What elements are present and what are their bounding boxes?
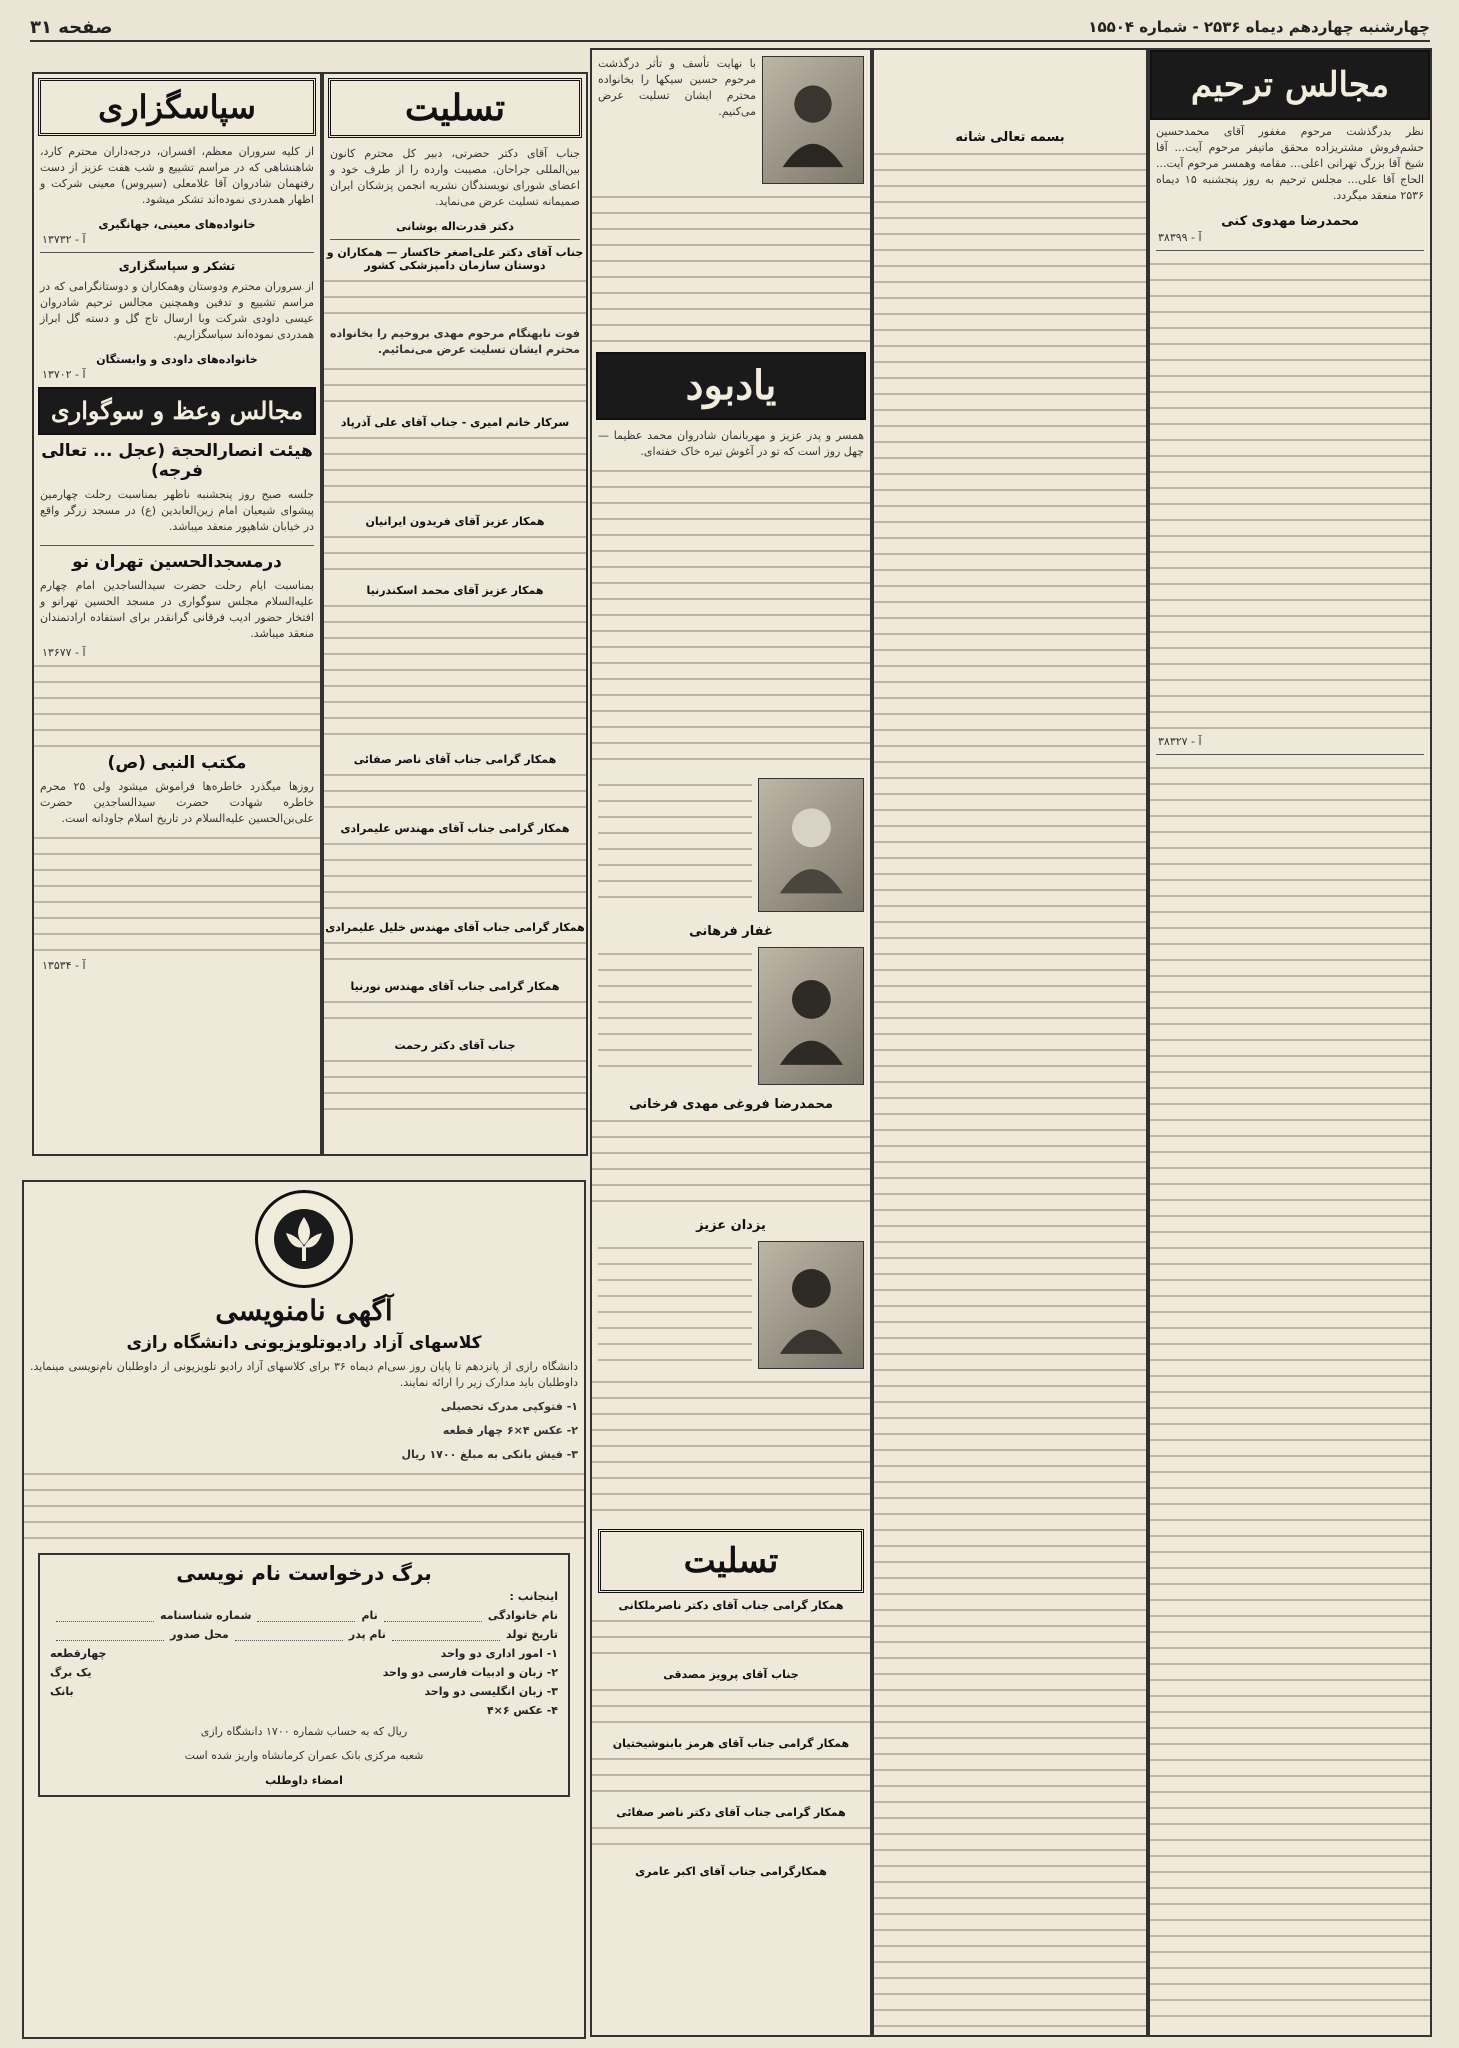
maktab-text: روزها میگذرد خاطره‌ها فراموش میشود ولی ۲۵ محرم خاطره شهادت حضرت سیدالساجدین حضرت علی‌بن‌الحسین علیه‌السلام در تاریخ اسلام جاودانه است. bbox=[40, 780, 314, 825]
right-name-1: محمدرضا مهدوی کنی bbox=[1221, 214, 1359, 229]
mid-body-2 bbox=[324, 362, 586, 410]
obit-1-text: با نهایت تأسف و تأثر درگذشت مرحوم حسین سیکها را بخانواده محترم ایشان تسلیت عرض می‌کنیم. bbox=[598, 57, 756, 118]
mid-body-6 bbox=[324, 768, 586, 816]
tashakor-sign: خانواده‌های داودی و وابستگان bbox=[96, 353, 258, 366]
tasliat-column bbox=[322, 72, 588, 1156]
obit-1-body bbox=[592, 190, 870, 348]
divider bbox=[330, 239, 580, 240]
mid-item-5: همکار عزیز آقای محمد اسکندرنیا bbox=[366, 584, 544, 597]
mid-body-8 bbox=[324, 936, 586, 974]
issue-place-field[interactable] bbox=[56, 1628, 164, 1641]
section-title-majales-tarhim: مجالس ترحیم bbox=[1150, 50, 1430, 120]
mid-body-10 bbox=[324, 1054, 586, 1122]
person-icon bbox=[775, 1255, 848, 1356]
maktab-body bbox=[34, 831, 320, 959]
hossein-code: ۱۳۶۷۷ - آ bbox=[42, 646, 86, 659]
form-label-family: نام خانوادگی bbox=[487, 1609, 558, 1622]
form-option-4-label: ۴- عکس ۶×۴ bbox=[486, 1704, 558, 1717]
person-icon bbox=[775, 792, 848, 898]
tashakor-code: ۱۳۷۰۲ - آ bbox=[42, 368, 86, 381]
form-footer: ریال که به حساب شماره ۱۷۰۰ دانشگاه رازی bbox=[200, 1725, 408, 1738]
portrait-photo-2 bbox=[758, 778, 864, 912]
form-bank: شعبه مرکزی بانک عمران کرمانشاه واریز شده است bbox=[184, 1749, 424, 1762]
yadbud-body bbox=[592, 464, 870, 772]
mid-item-9: همکار گرامی جناب آقای مهندس نورنیا bbox=[350, 980, 560, 993]
ad-item-1: ۱- فتوکپی مدرک تحصیلی bbox=[440, 1400, 578, 1413]
tashakor-text: از سروران محترم ودوستان وهمکاران و دوستانگرامی که در مراسم تشییع و تدفین وهمچنین مجالس ترحیم شادروان عیسی داودی شرکت وبا ارسال تاج گل و دسته گل ابراز همدردی نموده‌اند سپاسگزاریم. bbox=[40, 280, 314, 341]
obit-4-text bbox=[598, 1241, 752, 1369]
obituary-column bbox=[872, 48, 1148, 2037]
yadbud-text: همسر و پدر عزیز و مهربانمان شادروان محمد عظیما — چهل روز است که تو در آغوش تیره خاک خفته‌ای. bbox=[598, 429, 864, 458]
flower-emblem-icon bbox=[272, 1207, 336, 1271]
mid-item-8: همکار گرامی جناب آقای مهندس خلیل علیمرادی bbox=[325, 921, 585, 934]
form-side-3: بانک bbox=[50, 1685, 74, 1698]
mid-item-6: همکار گرامی جناب آقای ناصر صفائی bbox=[353, 753, 557, 766]
section-title-tasliat-top: تسلیت bbox=[328, 78, 582, 138]
mid-body-7 bbox=[324, 837, 586, 915]
tasliat-body-4 bbox=[592, 1821, 870, 1859]
ad-body bbox=[24, 1467, 584, 1545]
right-code-1: ۳۸۳۹۹ - آ bbox=[1158, 231, 1202, 244]
ad-title: آگهی نامنویسی bbox=[215, 1294, 393, 1327]
center-column bbox=[590, 48, 872, 2037]
right-column-text: نظر بدرگذشت مرحوم مغفور آقای محمدحسین حشم‌فروش مشتریزاده محقق ماتیفر مرحوم آیت... آقا شیخ آقا بزرگ تهرانی اعلی... مقامه وهمسر مرحوم آیت... الحاج آقا علی... مجلس ترحیم به روز پنجشنبه ۱۵ دیماه ۲۵۳۶ منعقد میگردد. bbox=[1156, 125, 1425, 202]
obit-3-body bbox=[598, 947, 752, 1075]
form-option-1[interactable] bbox=[40, 1644, 568, 1663]
page-number: صفحه ۳۱ bbox=[30, 16, 113, 38]
obit-2-body bbox=[598, 778, 752, 906]
vaz-body bbox=[34, 659, 320, 747]
divider bbox=[1156, 250, 1424, 251]
right-column bbox=[1148, 48, 1432, 2037]
tasliat-item-3: همکار گرامی جناب آقای هرمز بابنوشیختیان bbox=[612, 1737, 850, 1750]
mid-item-1: جناب آقای دکتر علی‌اصغر خاکسار — همکاران و دوستان سازمان دامپزشکی کشور bbox=[326, 246, 584, 272]
tasliat-body-1 bbox=[592, 1614, 870, 1662]
family-name-field[interactable] bbox=[384, 1609, 482, 1622]
university-logo bbox=[255, 1190, 353, 1288]
right-column-body bbox=[1150, 257, 1430, 735]
id-number-field[interactable] bbox=[56, 1609, 154, 1622]
portrait-photo-4 bbox=[758, 1241, 864, 1369]
form-label-id: شماره شناسنامه bbox=[160, 1609, 252, 1622]
right-column-body-2 bbox=[1150, 761, 1430, 2019]
obit-5-body bbox=[592, 1375, 870, 1523]
mid-item-7: همکار گرامی جناب آقای مهندس علیمرادی bbox=[340, 822, 570, 835]
birth-date-field[interactable] bbox=[392, 1628, 500, 1641]
form-option-1-label: ۱- امور اداری دو واحد bbox=[440, 1647, 558, 1660]
hossein-text: بمناسبت ایام رحلت حضرت سیدالساجدین امام چهارم علیه‌السلام مجلس سوگواری در مسجد الحسین تهرانو و افتخار حضور ادیب فرقانی گرانقدر برای استفاده ارادتمندان منعقد میباشد. bbox=[40, 579, 314, 640]
divider bbox=[40, 252, 314, 253]
tasliat-main-sign: دکتر قدرت‌اله بوشانی bbox=[396, 220, 514, 233]
yazdan-title: یزدان عزیز bbox=[696, 1218, 766, 1233]
portrait-photo-1 bbox=[762, 56, 864, 184]
sepas-sign: خانواده‌های معینی، جهانگیری bbox=[98, 218, 256, 231]
right-code-2: ۳۸۳۲۷ - آ bbox=[1158, 735, 1202, 748]
obituary-column-body bbox=[874, 147, 1146, 2035]
registration-ad bbox=[22, 1180, 586, 2039]
tasliat-item-5: همکارگرامی جناب آقای اکبر عامری bbox=[635, 1865, 827, 1878]
form-label-issue: محل صدور bbox=[170, 1628, 229, 1641]
page-header bbox=[30, 14, 1430, 42]
father-name-field[interactable] bbox=[235, 1628, 343, 1641]
maktab-title: مکتب النبی (ص) bbox=[107, 753, 247, 773]
mid-body-4 bbox=[324, 530, 586, 578]
form-option-2-label: ۲- زبان و ادبیات فارسی دو واحد bbox=[382, 1666, 558, 1679]
sepas-text: از کلیه سروران معظم، افسران، درجه‌داران محترم کارد، شاهنشاهی که در مراسم تشییع و شب هفت عزیز از دست رفتهمان شادروان آقا غلامعلی (سیروس) معینی شرکت و اظهار همدردی نموده‌اند تشکر میشود. bbox=[40, 145, 314, 206]
form-option-3[interactable] bbox=[40, 1682, 568, 1701]
section-title-tasliat-bottom: تسلیت bbox=[598, 1529, 864, 1593]
obit-4-body bbox=[592, 1114, 870, 1212]
mid-item-3: سرکار خانم امیری - جناب آقای علی آذرپاد bbox=[340, 416, 570, 429]
portrait-photo-3 bbox=[758, 947, 864, 1085]
heyat-text: جلسه صبح روز پنجشنبه ناظهر بمناسبت رحلت چهارمین پیشوای شیعیان امام زین‌العابدین (ع) در مسجد زرگر واقع در خیابان شاهپور منعقد میباشد. bbox=[40, 488, 314, 533]
tasliat-body-3 bbox=[592, 1752, 870, 1800]
left-column bbox=[32, 72, 322, 1156]
form-option-3-label: ۳- زبان انگلیسی دو واحد bbox=[424, 1685, 558, 1698]
obit-3-name: محمدرضا فروغی مهدی فرخانی bbox=[629, 1097, 833, 1112]
section-title-yadbud: یادبود bbox=[596, 352, 866, 420]
section-title-sepasgozari: سپاسگزاری bbox=[38, 78, 316, 136]
mid-body-5 bbox=[324, 599, 586, 747]
form-side-1: چهارقطعه bbox=[50, 1647, 107, 1660]
mid-body-1 bbox=[324, 274, 586, 322]
hossein-title: درمسجدالحسین تهران نو bbox=[72, 552, 282, 572]
form-row-3 bbox=[40, 1625, 568, 1644]
tasliat-item-2: جناب آقای پرویز مصدقی bbox=[663, 1668, 799, 1681]
dateline: چهارشنبه چهاردهم دیماه ۲۵۳۶ - شماره ۱۵۵۰۴ bbox=[1088, 18, 1430, 36]
form-label-intro: اینجانب : bbox=[509, 1590, 558, 1603]
form-label-birth: تاریخ تولد bbox=[506, 1628, 558, 1641]
person-icon bbox=[778, 70, 848, 171]
obit-2-name: غفار فرهانی bbox=[689, 924, 773, 939]
ad-item-3: ۳- فیش بانکی به مبلغ ۱۷۰۰ ریال bbox=[401, 1448, 578, 1461]
form-option-2[interactable] bbox=[40, 1663, 568, 1682]
form-side-2: یک برگ bbox=[50, 1666, 92, 1679]
mid-body-9 bbox=[324, 995, 586, 1033]
form-option-4[interactable] bbox=[40, 1701, 568, 1720]
person-icon bbox=[775, 962, 848, 1071]
mid-body-3 bbox=[324, 431, 586, 509]
sepas-code: ۱۳۷۳۲ - آ bbox=[42, 233, 86, 246]
form-row-2 bbox=[40, 1606, 568, 1625]
divider bbox=[40, 545, 314, 546]
mid-item-10: جناب آقای دکتر رحمت bbox=[394, 1039, 516, 1052]
ad-text: دانشگاه رازی از پانزدهم تا پایان روز سی‌ام دیماه ۳۶ برای کلاسهای آزاد رادیو تلویزیونی از داوطلبان نام‌نویسی مینماید. داوطلبان باید مدارک زیر را ارائه نمایند. bbox=[30, 1360, 578, 1389]
ad-item-2: ۲- عکس ۴×۶ چهار قطعه bbox=[442, 1424, 578, 1437]
form-row-1 bbox=[40, 1587, 568, 1606]
bismillah: بسمه تعالی شانه bbox=[955, 130, 1065, 145]
section-title-majales-vaz: مجالس وعظ و سوگواری bbox=[38, 387, 316, 435]
tasliat-item-4: همکار گرامی جناب آقای دکتر ناصر صفائی bbox=[616, 1806, 846, 1819]
tashakor-title: تشکر و سپاسگزاری bbox=[118, 259, 236, 273]
divider bbox=[1156, 754, 1424, 755]
maktab-code: ۱۳۵۳۴ - آ bbox=[42, 959, 86, 972]
name-field[interactable] bbox=[257, 1609, 355, 1622]
heyat-title: هیئت انصارالحجة (عجل ... تعالی فرجه) bbox=[41, 441, 313, 481]
tasliat-item-1: همکار گرامی جناب آقای دکتر ناصرملکانی bbox=[618, 1599, 844, 1612]
tasliat-body-2 bbox=[592, 1683, 870, 1731]
mid-item-2: فوت نابهنگام مرحوم مهدی بروخیم را بخانواده محترم ایشان تسلیت عرض می‌نمائیم. bbox=[330, 327, 580, 356]
tasliat-main-text: جناب آقای دکتر حضرتی، دبیر کل محترم کانون بین‌المللی جراحان. مصیبت وارده را از طرف خود و اعضای شورای نویسندگان نشریه انجمن پزشکان ایران صمیمانه تسلیت عرض می‌نماید. bbox=[330, 147, 580, 208]
ad-subtitle: کلاسهای آزاد رادیوتلویزیونی دانشگاه رازی bbox=[126, 1333, 482, 1353]
mid-item-4: همکار عزیز آقای فریدون ایرانیان bbox=[365, 515, 545, 528]
form-title: برگ درخواست نام نویسی bbox=[176, 1561, 432, 1585]
form-label-name: نام bbox=[361, 1609, 378, 1622]
form-sign: امضاء داوطلب bbox=[265, 1774, 343, 1787]
form-label-father: نام پدر bbox=[348, 1628, 386, 1641]
registration-form bbox=[38, 1553, 570, 1797]
